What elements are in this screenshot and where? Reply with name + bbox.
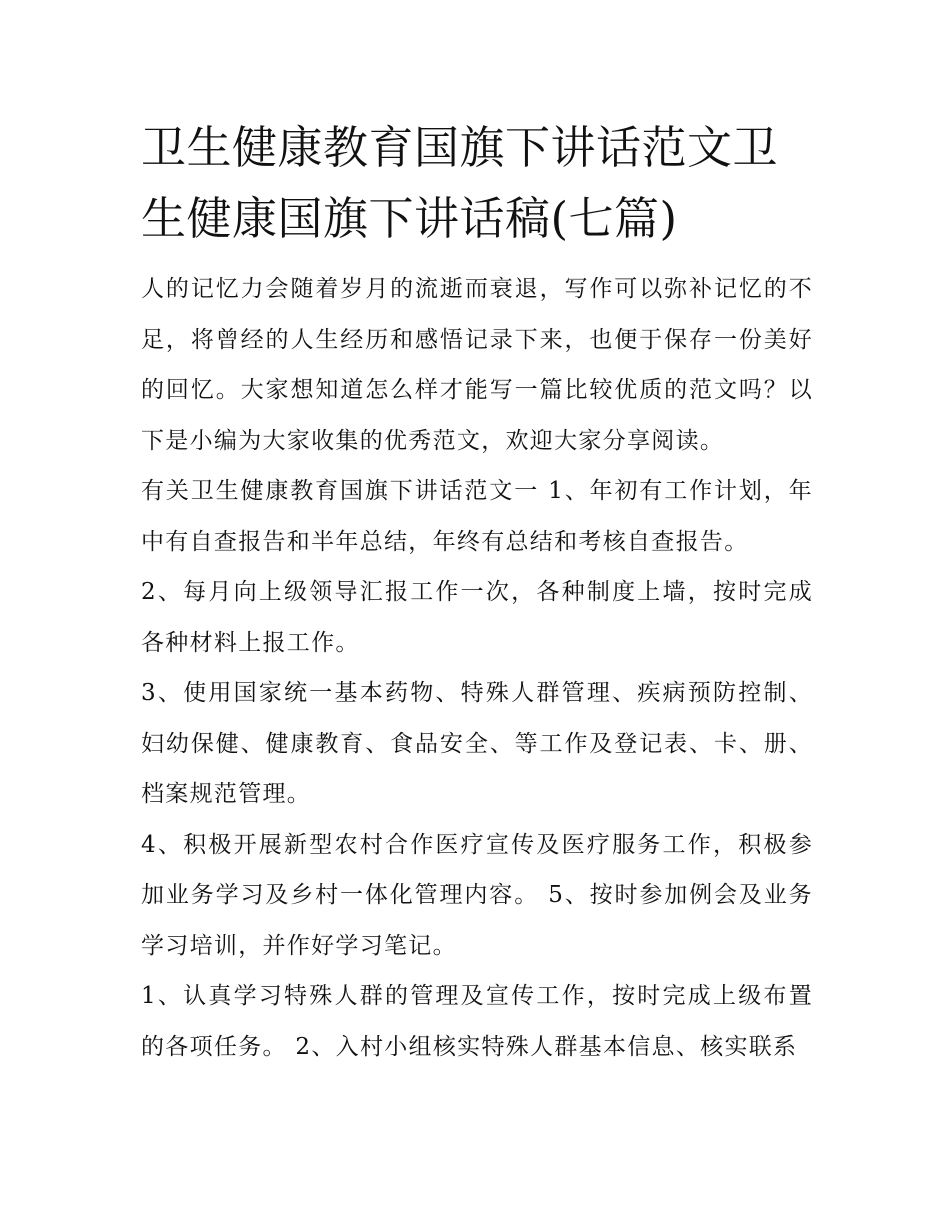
paragraph-intro: 人的记忆力会随着岁月的流逝而衰退，写作可以弥补记忆的不足，将曾经的人生经历和感悟记录下来，也便于保存一份美好的回忆。大家想知道怎么样才能写一篇比较优质的范文吗？以下是小编为大家收集的优秀范文，欢迎大家分享阅读。 — [141, 276, 813, 454]
paragraph-item-3: 3、使用国家统一基本药物、特殊人群管理、疾病预防控制、妇幼保健、健康教育、食品安全、等工作及登记表、卡、册、档案规范管理。 — [141, 680, 813, 807]
document-title: 卫生健康教育国旗下讲话范文卫生健康国旗下讲话稿(七篇) — [141, 121, 779, 245]
paragraph-item-4: 4、积极开展新型农村合作医疗宣传及医疗服务工作，积极参加业务学习及乡村一体化管理内容。 5、按时参加例会及业务学习培训，并作好学习笔记。 — [141, 831, 813, 959]
paragraph-item-2: 2、每月向上级领导汇报工作一次，各种制度上墙，按时完成各种材料上报工作。 — [141, 579, 813, 656]
paragraph-item-5: 1、认真学习特殊人群的管理及宣传工作，按时完成上级布置的各项任务。 2、入村小组核实特殊人群基本信息、核实联系 — [141, 983, 813, 1060]
title-block — [141, 112, 813, 254]
document-page — [141, 112, 813, 1072]
paragraph-item-1: 有关卫生健康教育国旗下讲话范文一 1、年初有工作计划，年中有自查报告和半年总结，年终有总结和考核自查报告。 — [141, 478, 813, 555]
